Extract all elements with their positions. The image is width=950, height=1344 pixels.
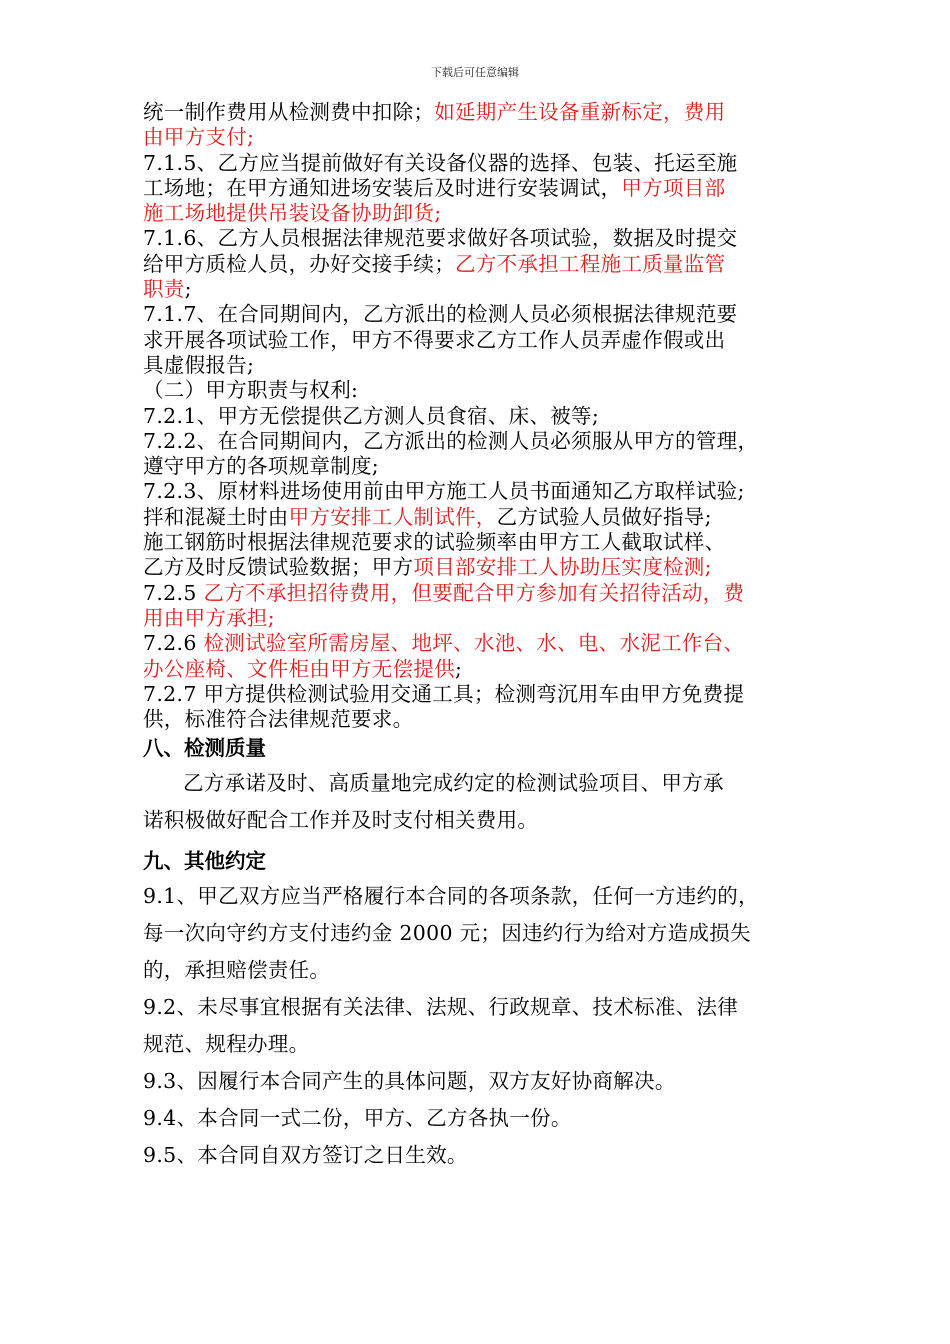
highlighted-text: 项目部安排工人协助压实度检测; bbox=[413, 555, 712, 580]
clause-text: （二）甲方职责与权利: bbox=[143, 378, 359, 403]
clause-text: 拌和混凝土时由 bbox=[143, 504, 289, 529]
section-9-line: 9.1、甲乙双方应当严格履行本合同的各项条款，任何一方违约的， bbox=[143, 884, 759, 909]
clause-line bbox=[143, 454, 843, 479]
clause-line bbox=[143, 353, 843, 378]
clause-text: 7.2.6 bbox=[143, 631, 204, 656]
clause-line bbox=[143, 302, 843, 327]
section-9-line: 9.2、未尽事宜根据有关法律、法规、行政规章、技术标准、法律 bbox=[143, 995, 739, 1020]
clause-text: 给甲方质检人员，办好交接手续； bbox=[143, 251, 455, 276]
highlighted-text: 办公座椅、文件柜由甲方无偿提供 bbox=[143, 656, 455, 681]
highlighted-text: 乙方不承担工程施工质量监管 bbox=[455, 251, 726, 276]
section-9-line: 9.5、本合同自双方签订之日生效。 bbox=[143, 1143, 468, 1168]
section-8-title: 八、检测质量 bbox=[143, 736, 266, 761]
highlighted-text: 甲方安排工人制试件， bbox=[288, 504, 497, 529]
clause-line bbox=[143, 176, 843, 201]
highlighted-text: 如延期产生设备重新标定，费用 bbox=[434, 100, 726, 124]
clause-line bbox=[143, 277, 843, 302]
clause-line bbox=[143, 201, 843, 226]
section-9-line: 9.4、本合同一式二份，甲方、乙方各执一份。 bbox=[143, 1106, 572, 1131]
clause-line bbox=[143, 378, 843, 403]
highlighted-text: 由甲方支付; bbox=[143, 125, 255, 150]
clause-line bbox=[143, 555, 843, 580]
section-9-line: 的，承担赔偿责任。 bbox=[143, 958, 331, 983]
page-header: 下载后可任意编辑 bbox=[431, 66, 519, 79]
highlighted-text: 用由甲方承担; bbox=[143, 605, 276, 630]
clause-text: 7.2.5 bbox=[143, 580, 204, 605]
clause-text: 7.2.3、原材料进场使用前由甲方施工人员书面通知乙方取样试验; bbox=[143, 479, 745, 504]
clause-line bbox=[143, 606, 843, 631]
section-9-title: 九、其他约定 bbox=[143, 849, 266, 874]
clause-text: 7.2.2、在合同期间内，乙方派出的检测人员必须服从甲方的管理， bbox=[143, 428, 759, 453]
document-body bbox=[143, 100, 843, 1174]
clause-text: 乙方试验人员做好指导; bbox=[496, 504, 712, 529]
clause-line bbox=[143, 530, 843, 555]
clause-text: ; bbox=[455, 656, 463, 681]
clause-text: 7.2.1、甲方无偿提供乙方测人员食宿、床、被等; bbox=[143, 403, 600, 428]
section-8-body bbox=[143, 765, 843, 839]
clause-line bbox=[143, 100, 843, 125]
highlighted-text: 职责 bbox=[143, 277, 185, 302]
clause-line bbox=[143, 581, 843, 606]
contract-clauses bbox=[143, 100, 843, 732]
highlighted-text: 甲方项目部 bbox=[621, 175, 726, 200]
clause-text: 具虚假报告; bbox=[143, 352, 255, 377]
clause-text: 乙方及时反馈试验数据；甲方 bbox=[143, 555, 414, 580]
clause-line bbox=[143, 682, 843, 707]
clause-line bbox=[143, 429, 843, 454]
clause-text: 统一制作费用从检测费中扣除； bbox=[143, 100, 435, 124]
clause-line bbox=[143, 125, 843, 150]
clause-text: 遵守甲方的各项规章制度; bbox=[143, 454, 380, 479]
clause-line bbox=[143, 707, 843, 732]
highlighted-text: 乙方不承担招待费用，但要配合甲方参加有关招待活动，费 bbox=[203, 580, 745, 605]
clause-line bbox=[143, 505, 843, 530]
clause-text: 7.1.7、在合同期间内，乙方派出的检测人员必须根据法律规范要 bbox=[143, 302, 738, 327]
clause-text: 施工钢筋时根据法律规范要求的试验频率由甲方工人截取试样、 bbox=[143, 530, 726, 555]
clause-line bbox=[143, 151, 843, 176]
highlighted-text: 检测试验室所需房屋、地坪、水池、水、电、水泥工作台、 bbox=[203, 631, 745, 656]
clause-text: 7.1.5、乙方应当提前做好有关设备仪器的选择、包装、托运至施 bbox=[143, 150, 738, 175]
clause-text: 7.1.6、乙方人员根据法律规范要求做好各项试验，数据及时提交 bbox=[143, 226, 738, 251]
clause-line bbox=[143, 252, 843, 277]
clause-text: 7.2.7 甲方提供检测试验用交通工具；检测弯沉用车由甲方免费提 bbox=[143, 681, 745, 706]
section-9-body bbox=[143, 878, 843, 1174]
clause-line bbox=[143, 226, 843, 251]
section-9-line: 9.3、因履行本合同产生的具体问题，双方友好协商解决。 bbox=[143, 1069, 676, 1094]
section-8-line: 乙方承诺及时、高质量地完成约定的检测试验项目、甲方承 bbox=[183, 771, 724, 796]
highlighted-text: 施工场地提供吊装设备协助卸货; bbox=[143, 201, 442, 226]
clause-text: 工场地；在甲方通知进场安装后及时进行安装调试， bbox=[143, 175, 622, 200]
section-8-line: 诺积极做好配合工作并及时支付相关费用。 bbox=[143, 808, 539, 833]
clause-text: 求开展各项试验工作，甲方不得要求乙方工作人员弄虚作假或出 bbox=[143, 327, 726, 352]
clause-line bbox=[143, 328, 843, 353]
clause-line bbox=[143, 631, 843, 656]
section-9-line: 每一次向守约方支付违约金 2000 元；因违约行为给对方造成损失 bbox=[143, 921, 751, 946]
clause-line bbox=[143, 657, 843, 682]
clause-line bbox=[143, 479, 843, 504]
section-9-line: 规范、规程办理。 bbox=[143, 1032, 310, 1057]
clause-line bbox=[143, 404, 843, 429]
clause-text: ; bbox=[184, 277, 192, 302]
clause-text: 供，标准符合法律规范要求。 bbox=[143, 707, 414, 732]
